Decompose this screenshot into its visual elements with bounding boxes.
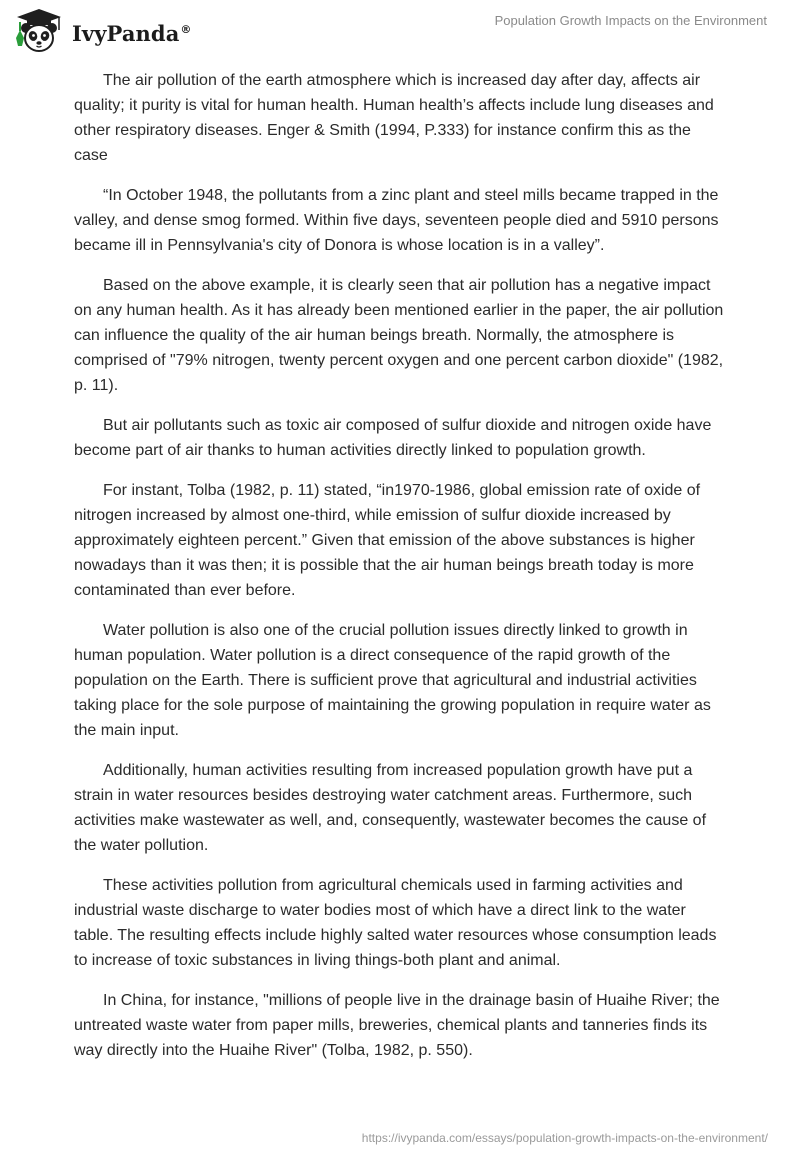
registered-mark: ® — [180, 22, 192, 36]
paragraph: In China, for instance, "millions of people live in the drainage basin of Huaihe River; the untreated waste water from paper mills, breweries, chemical plants and tanneries finds its way directly into the Huaihe River" (Tolba, 1982, p. 550). — [74, 992, 720, 1059]
paragraph: “In October 1948, the pollutants from a zinc plant and steel mills became trapped in the valley, and dense smog formed. Within five days, seventeen people died and 5910 persons became ill in Pennsylvania's city of Donora is whose location is in a valley”. — [74, 187, 719, 254]
paragraph: Based on the above example, it is clearly seen that air pollution has a negative impact on any human health. As it has already been mentioned earlier in the paper, the air pollution can influence the quality of the air human beings breath. Normally, the atmosphere is comprised of "79% nitrogen, twenty percent oxygen and one percent carbon dioxide" (1982, p. 11). — [74, 277, 724, 394]
paragraph: The air pollution of the earth atmosphere which is increased day after day, affects air quality; it purity is vital for human health. Human health’s affects include lung diseases and other respiratory diseases. Enger & Smith (1994, P.333) for instance confirm this as the case — [74, 72, 714, 164]
ivypanda-logo[interactable] — [14, 8, 192, 54]
page-header — [0, 0, 800, 62]
source-url-link[interactable]: https://ivypanda.com/essays/population-growth-impacts-on-the-environment/ — [361, 1131, 768, 1145]
document-title: Population Growth Impacts on the Environment — [494, 13, 767, 28]
paragraph: These activities pollution from agricultural chemicals used in farming activities and industrial waste discharge to water bodies most of which have a direct link to the water table. The resulting effects include highly salted water resources whose consumption leads to increase of toxic substances in living things-both plant and animal. — [74, 877, 717, 969]
paragraph: Additionally, human activities resulting from increased population growth have put a strain in water resources besides destroying water catchment areas. Furthermore, such activities make wastewater as well, and, consequently, wastewater becomes the cause of the water pollution. — [74, 762, 707, 854]
panda-graduation-cap-icon — [14, 8, 64, 54]
paragraph: For instant, Tolba (1982, p. 11) stated, “in1970-1986, global emission rate of oxide of nitrogen increased by almost one-third, while emission of sulfur dioxide increased by approximately eighteen percent.” Given that emission of the above substances is higher nowadays than it was then; it is possible that the air human beings breath today is more contaminated than ever before. — [74, 482, 701, 599]
paragraph: Water pollution is also one of the crucial pollution issues directly linked to growth in human population. Water pollution is a direct consequence of the rapid growth of the population on the Earth. There is sufficient prove that agricultural and industrial activities taking place for the sole purpose of maintaining the growing population in require water as the main input. — [74, 622, 711, 739]
brand-text: IvyPanda — [72, 20, 180, 46]
brand-name — [72, 21, 192, 46]
essay-body — [74, 68, 726, 1078]
paragraph: But air pollutants such as toxic air composed of sulfur dioxide and nitrogen oxide have become part of air thanks to human activities directly linked to population growth. — [74, 417, 712, 459]
